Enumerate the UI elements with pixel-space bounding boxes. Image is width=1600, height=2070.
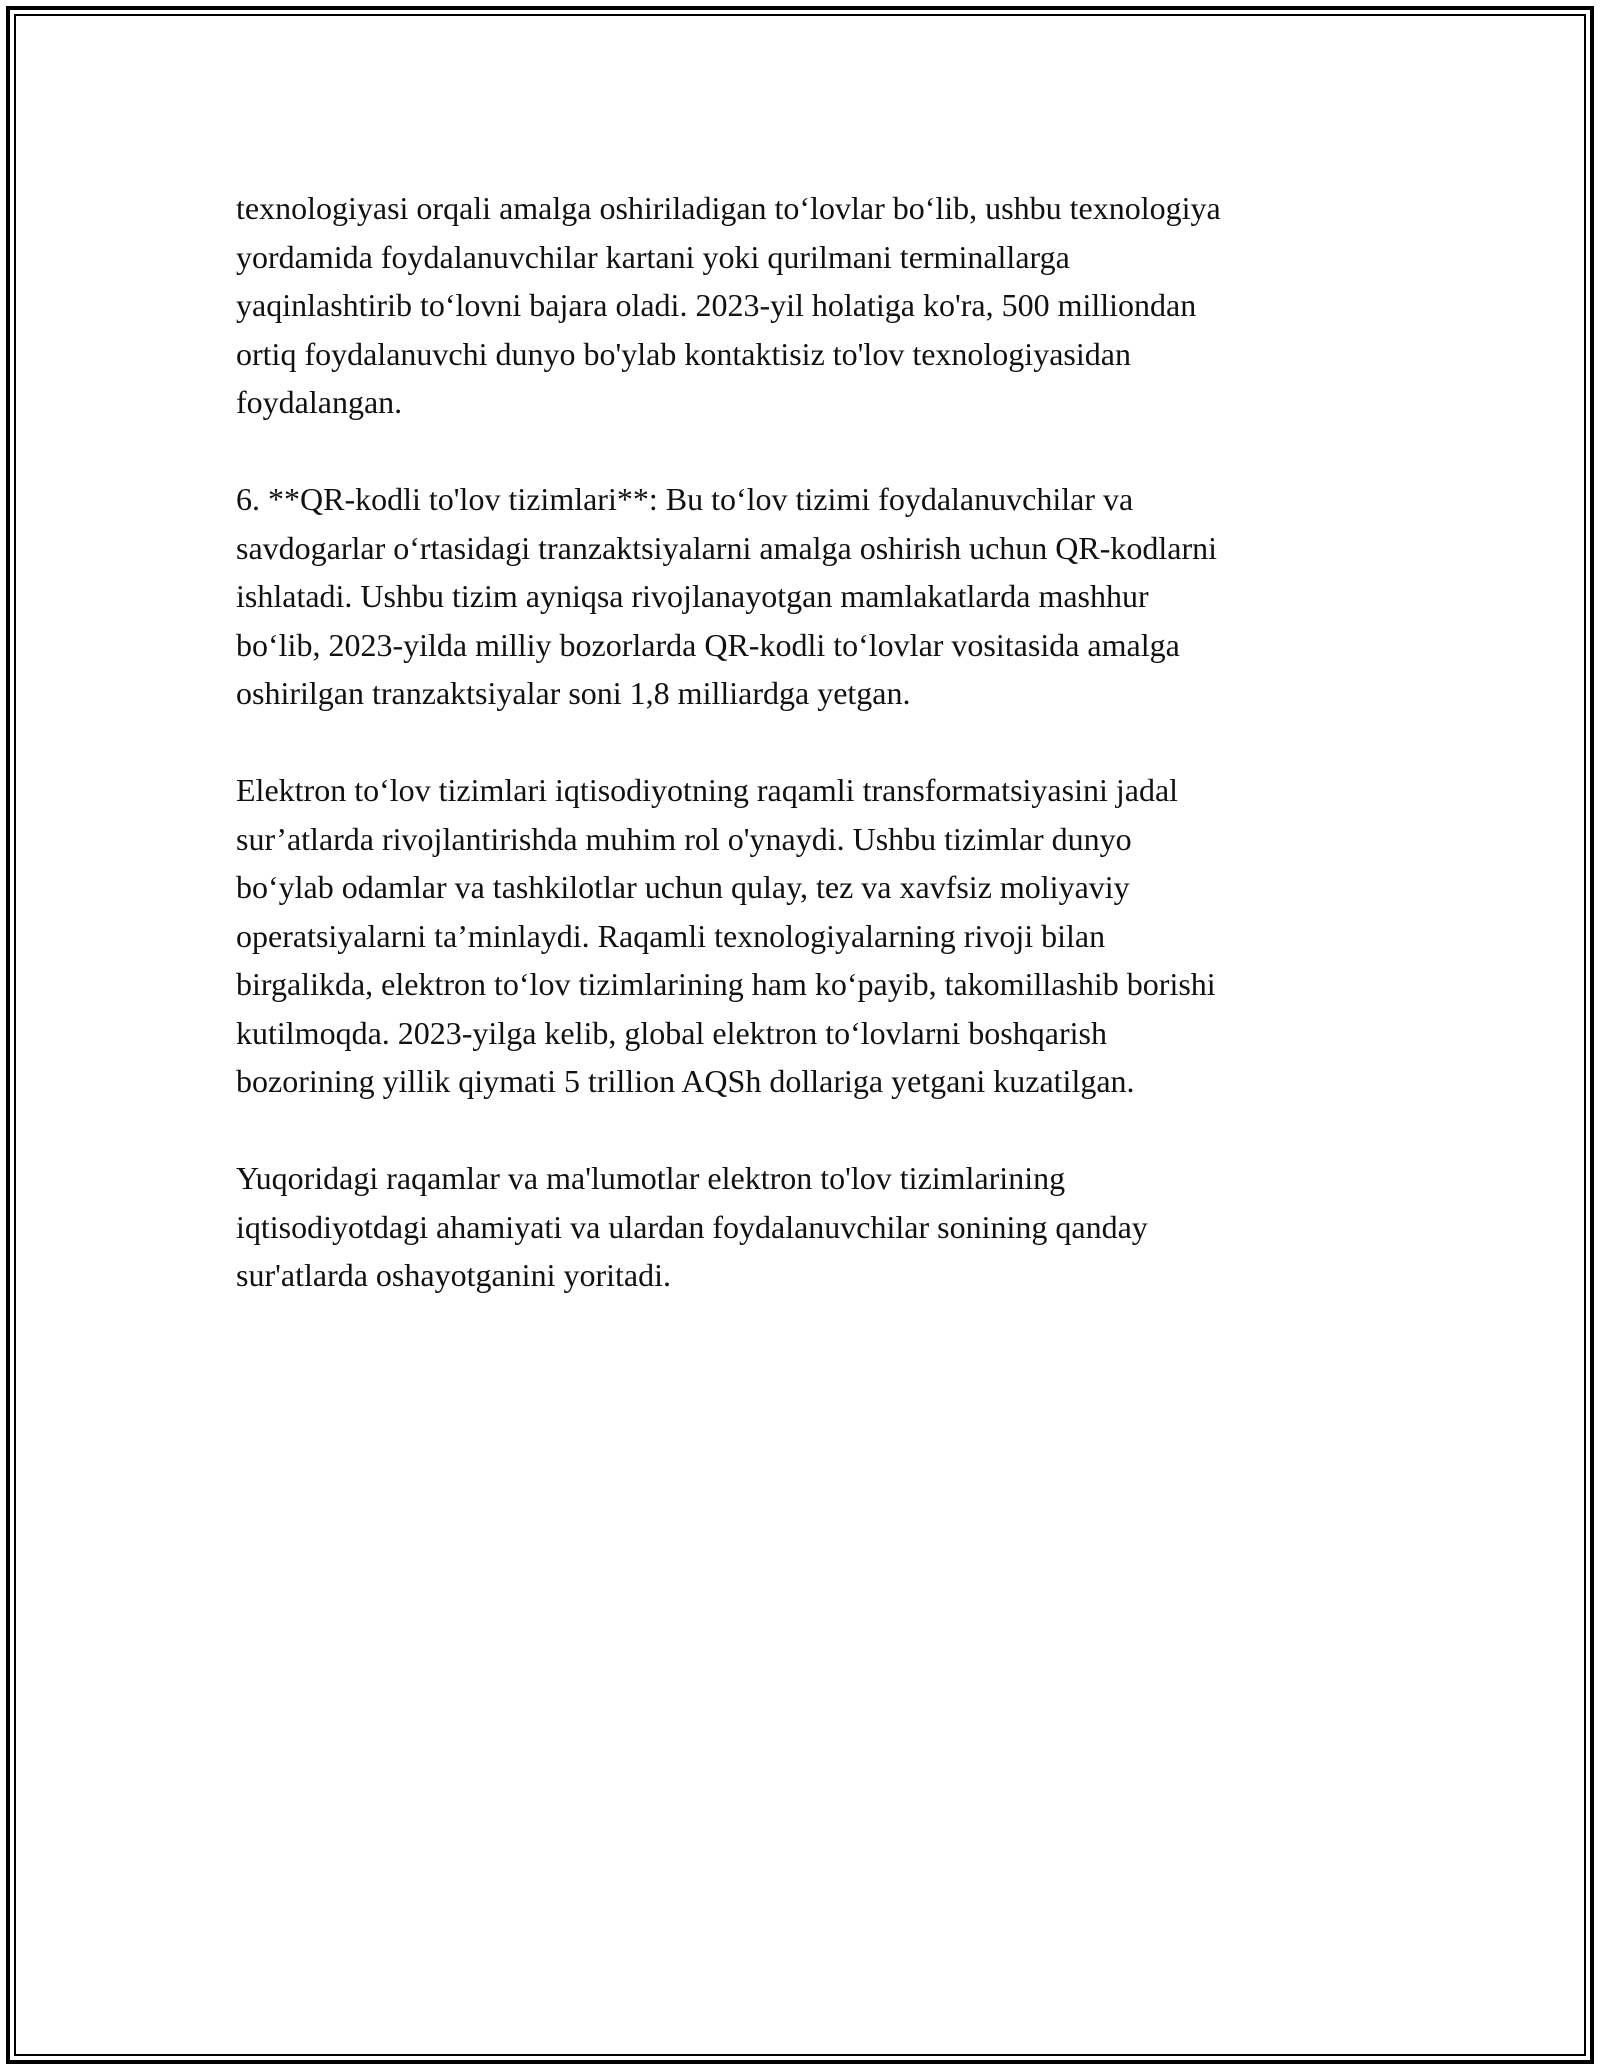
text-line: sur’atlarda rivojlantirishda muhim rol o'ynaydi. Ushbu tizimlar dunyo bbox=[236, 820, 1132, 857]
text-line: ortiq foydalanuvchi dunyo bo'ylab kontaktisiz to'lov texnologiyasidan bbox=[236, 335, 1131, 372]
text-line: sur'atlarda oshayotganini yoritadi. bbox=[236, 1257, 671, 1293]
text-line: oshirilgan tranzaktsiyalar soni 1,8 milliardga yetgan. bbox=[236, 675, 911, 711]
text-line: kutilmoqda. 2023-yilga kelib, global elektron to‘lovlarni boshqarish bbox=[236, 1014, 1107, 1051]
text-line: foydalangan. bbox=[236, 384, 403, 420]
text-line: texnologiyasi orqali amalga oshiriladigan to‘lovlar bo‘lib, ushbu texnologiya bbox=[236, 190, 1221, 226]
text-line: Yuqoridagi raqamlar va ma'lumotlar elektron to'lov tizimlarining bbox=[236, 1160, 1066, 1196]
text-line: bo‘ylab odamlar va tashkilotlar uchun qulay, tez va xavfsiz moliyaviy bbox=[236, 869, 1130, 905]
text-line: 6. **QR-kodli to'lov tizimlari**: Bu to‘lov tizimi foydalanuvchilar va bbox=[236, 481, 1134, 517]
text-line: bozorining yillik qiymati 5 trillion AQSh dollariga yetgani kuzatilgan. bbox=[236, 1063, 1135, 1099]
paragraph-qr-payments bbox=[236, 475, 1386, 718]
text-line: yaqinlashtirib to‘lovni bajara oladi. 2023-yil holatiga ko'ra, 500 milliondan bbox=[236, 287, 1197, 323]
text-line: iqtisodiyotdagi ahamiyati va ulardan foydalanuvchilar sonining qanday bbox=[236, 1208, 1148, 1245]
document-body bbox=[236, 184, 1386, 1348]
text-line: operatsiyalarni ta’minlaydi. Raqamli texnologiyalarning rivoji bilan bbox=[236, 917, 1106, 954]
text-line: savdogarlar o‘rtasidagi tranzaktsiyalarni amalga oshirish uchun QR-kodlarni bbox=[236, 529, 1218, 566]
paragraph-contactless bbox=[236, 184, 1386, 427]
text-line: yordamida foydalanuvchilar kartani yoki qurilmani terminallarga bbox=[236, 238, 1070, 275]
text-line: birgalikda, elektron to‘lov tizimlarining ham ko‘payib, takomillashib borishi bbox=[236, 966, 1216, 1002]
text-line: ishlatadi. Ushbu tizim ayniqsa rivojlanayotgan mamlakatlarda mashhur bbox=[236, 578, 1149, 614]
text-line: Elektron to‘lov tizimlari iqtisodiyotning raqamli transformatsiyasini jadal bbox=[236, 772, 1179, 808]
paragraph-conclusion bbox=[236, 1154, 1386, 1300]
text-line: bo‘lib, 2023-yilda milliy bozorlarda QR-kodli to‘lovlar vositasida amalga bbox=[236, 626, 1180, 663]
paragraph-electronic-payments bbox=[236, 766, 1386, 1106]
